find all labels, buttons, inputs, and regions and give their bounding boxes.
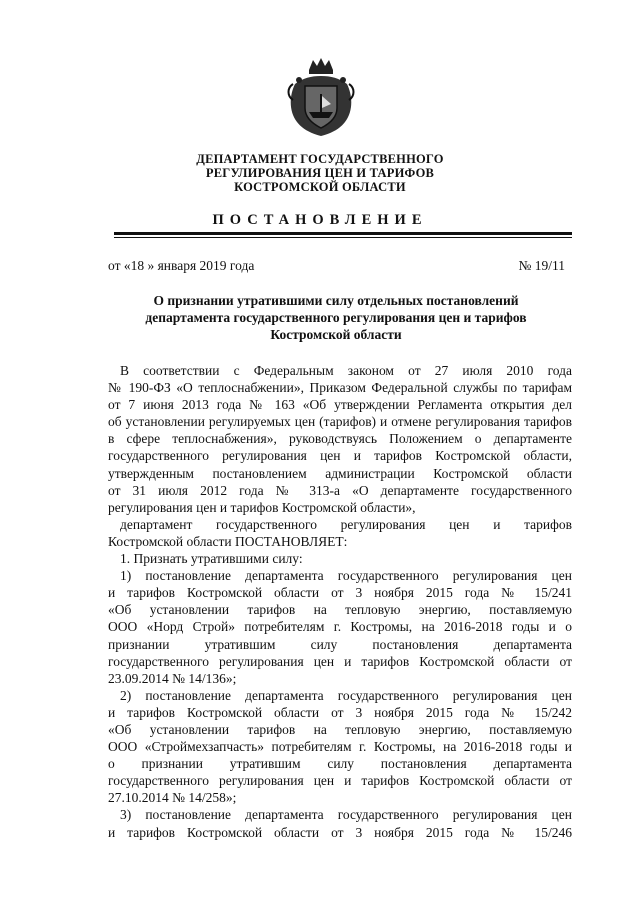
department-line: ДЕПАРТАМЕНТ ГОСУДАРСТВЕННОГО: [196, 152, 444, 166]
title-rule-thin: [114, 237, 572, 238]
department-line: РЕГУЛИРОВАНИЯ ЦЕН И ТАРИФОВ: [205, 166, 435, 180]
body-line: от 7 июня 2013 года № 163 «Об утверждении Регламента открытия дел: [108, 397, 572, 413]
body-line: об установлении регулируемых цен (тарифов) и отмене регулирования тарифов: [108, 414, 572, 430]
body-line: и тарифов Костромской области от 3 ноября 2015 года № 15/241: [108, 585, 572, 601]
department-line: КОСТРОМСКОЙ ОБЛАСТИ: [234, 180, 406, 194]
body-line: утвержденным постановлением администрации Костромской области: [108, 465, 572, 481]
body-line: № 190-ФЗ «О теплоснабжении», Приказом Федеральной службы по тарифам: [108, 380, 572, 396]
body-line: 3) постановление департамента государственного регулирования цен: [120, 807, 572, 823]
document-date: от «18 » января 2019 года: [108, 258, 255, 273]
subject-line: О признании утратившими силу отдельных постановлений: [153, 293, 519, 308]
title-rule-thick: [114, 232, 572, 235]
body-line: ООО «Строймехзапчасть» потребителям г. Костромы, на 2016-2018 годы и: [108, 739, 572, 755]
body-line: «Об установлении тарифов на тепловую энергию, поставляемую: [108, 721, 572, 737]
body-line: в сфере теплоснабжения», руководствуясь Положением о департаменте: [108, 431, 572, 447]
body-line: государственного регулирования цен и тарифов Костромской области от: [108, 653, 572, 669]
document-body: [108, 362, 572, 841]
body-line: Костромской области ПОСТАНОВЛЯЕТ:: [108, 533, 348, 549]
body-line: и тарифов Костромской области от 3 ноября 2015 года № 15/242: [108, 704, 572, 720]
document-number: № 19/11: [518, 258, 565, 273]
body-line: и тарифов Костромской области от 3 ноября 2015 года № 15/246: [108, 824, 572, 840]
document-subject: [100, 292, 572, 343]
body-line: регулирования цен и тарифов Костромской области»,: [108, 499, 416, 515]
body-line: «Об установлении тарифов на тепловую энергию, поставляемую: [108, 602, 572, 618]
body-line: 1. Признать утратившими силу:: [120, 551, 303, 567]
body-line: 1) постановление департамента государственного регулирования цен: [120, 568, 572, 584]
body-line: ООО «Норд Строй» потребителям г. Костромы, на 2016-2018 годы и о: [108, 619, 572, 635]
body-line: департамент государственного регулирования цен и тарифов: [120, 516, 572, 532]
body-line: от 31 июля 2012 года № 313-а «О департаменте государственного: [108, 482, 572, 498]
department-name: [120, 152, 520, 194]
body-line: государственного регулирования цен и тарифов Костромской области,: [108, 448, 572, 464]
body-line: 27.10.2014 № 14/258»;: [108, 790, 237, 806]
body-line: 23.09.2014 № 14/136»;: [108, 670, 237, 686]
subject-line: Костромской области: [270, 327, 402, 342]
body-line: 2) постановление департамента государственного регулирования цен: [120, 687, 572, 703]
body-line: признании утратившим силу постановления департамента: [108, 636, 572, 652]
document-title: ПОСТАНОВЛЕНИЕ: [212, 212, 428, 228]
subject-line: департамента государственного регулирования цен и тарифов: [145, 310, 527, 325]
body-line: государственного регулирования цен и тарифов Костромской области от: [108, 773, 572, 789]
body-line: В соответствии с Федеральным законом от 27 июля 2010 года: [120, 363, 572, 378]
kostroma-coat-of-arms-icon: [285, 56, 357, 138]
body-line: о признании утратившим силу постановления департамента: [108, 756, 572, 772]
